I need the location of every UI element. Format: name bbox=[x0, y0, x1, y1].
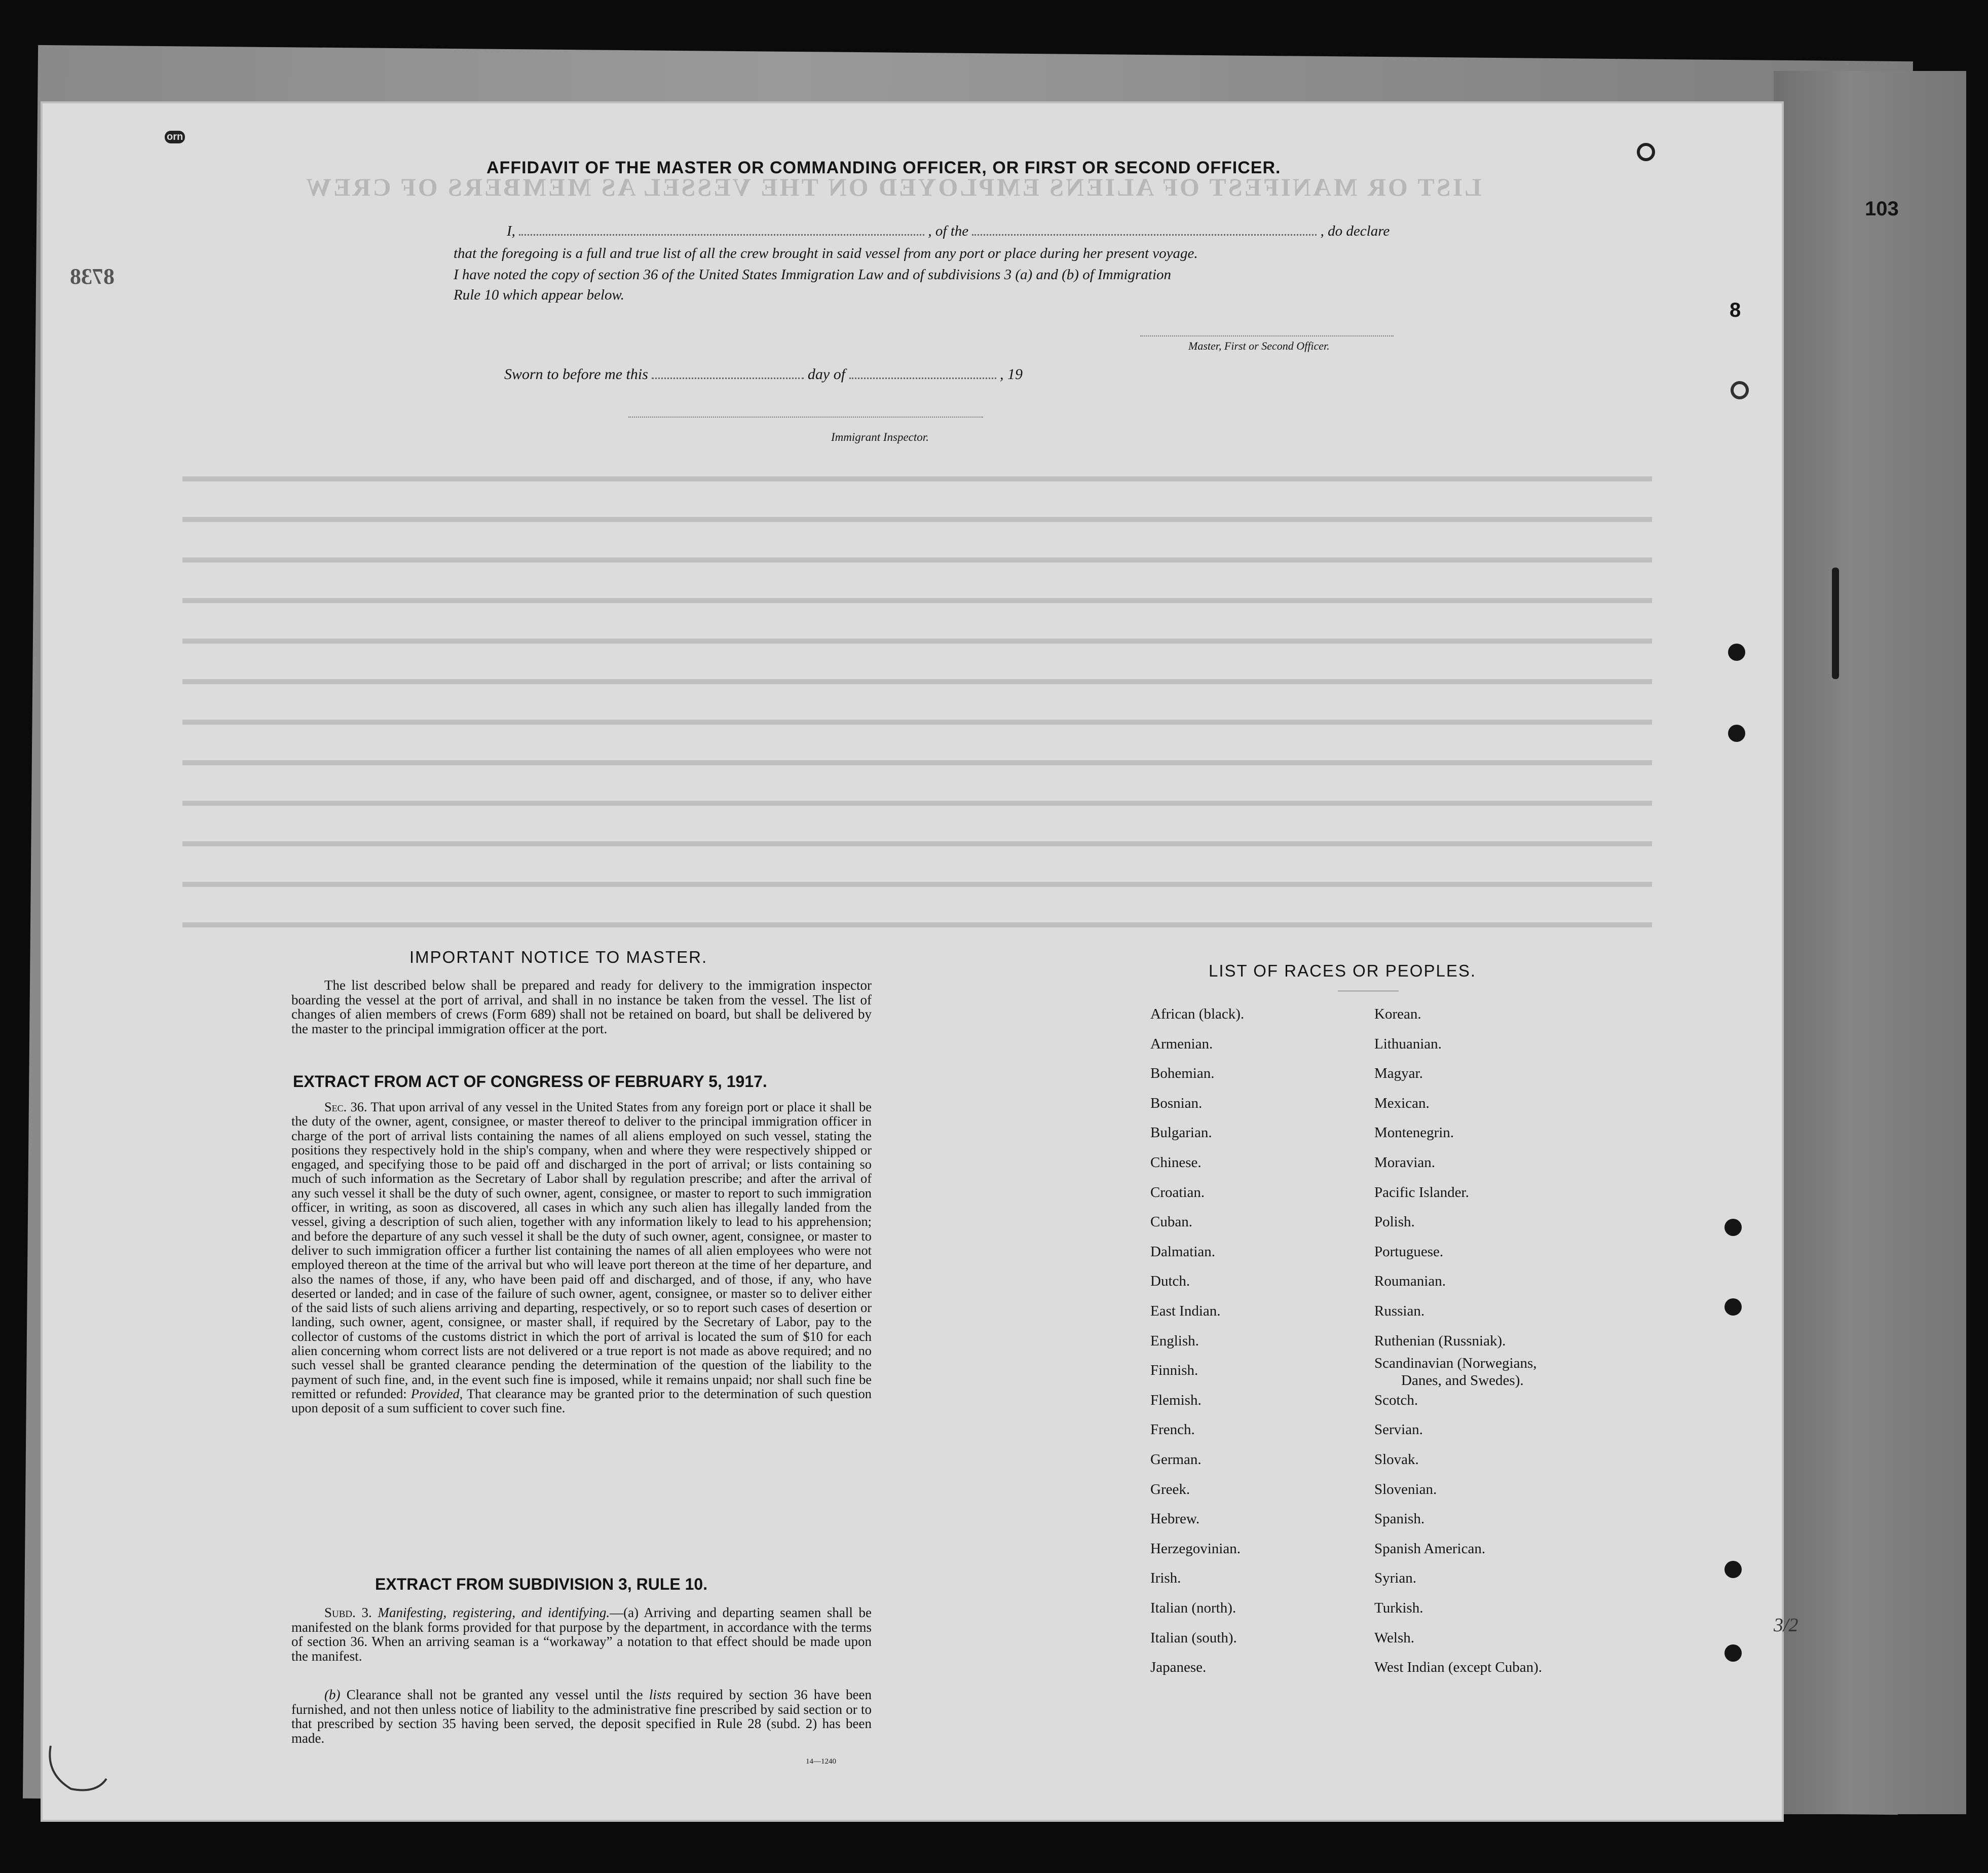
race-item: Cuban. bbox=[1150, 1214, 1192, 1230]
race-item: Dutch. bbox=[1150, 1273, 1190, 1289]
sworn-month-field[interactable] bbox=[849, 366, 996, 379]
race-item: Lithuanian. bbox=[1374, 1036, 1442, 1052]
race-item: East Indian. bbox=[1150, 1303, 1221, 1319]
part-b-text-2: required by section 36 have been furnished, and not then unless notice of liability to the administrative fine prescribed by said section or to that prescribed by section 35 having been served, the deposit specified in Rule 28 (subd. 2) has been made. bbox=[291, 1687, 872, 1746]
race-item: Bohemian. bbox=[1150, 1065, 1215, 1081]
handwritten-note: 3/2 bbox=[1774, 1615, 1798, 1636]
year-label: , 19 bbox=[1000, 366, 1023, 383]
race-item: Mexican. bbox=[1374, 1095, 1430, 1111]
subd-heading: Manifesting, registering, and identifying. bbox=[378, 1605, 610, 1620]
race-item: Turkish. bbox=[1374, 1600, 1423, 1616]
race-item: Magyar. bbox=[1374, 1065, 1423, 1081]
race-item: Herzegovinian. bbox=[1150, 1541, 1241, 1557]
part-a-text: Arriving and departing seamen shall be manifested on the blank forms provided for that purpose by the department, in accordance with the terms of section 36. When an arriving seaman is a “workaway” a notation to that effect should be made upon the manifest. bbox=[291, 1605, 872, 1664]
extract-rule-part-a bbox=[291, 1605, 872, 1663]
signature-line[interactable] bbox=[1140, 335, 1394, 336]
part-b-text-1: Clearance shall not be granted any vessel until the bbox=[346, 1687, 643, 1702]
subd-label: Subd. 3. bbox=[324, 1605, 372, 1620]
of-the-label: , of the bbox=[928, 223, 969, 239]
race-item: Chinese. bbox=[1150, 1154, 1202, 1171]
day-of-label: day of bbox=[807, 366, 846, 383]
notice-body: The list described below shall be prepared and ready for delivery to the immigration inspector boarding the vessel at the port of arrival, and shall in no instance be taken from the vessel. The list of changes of alien members of crews (Form 689) shall not be retained on board, but shall be delivered by the master to the principal immigration officer at the port. bbox=[291, 978, 872, 1036]
race-item: Armenian. bbox=[1150, 1036, 1213, 1052]
provided-label: Provided, bbox=[410, 1385, 463, 1401]
sworn-line bbox=[504, 366, 1023, 383]
race-item: Spanish American. bbox=[1374, 1541, 1486, 1557]
race-item: Scotch. bbox=[1374, 1392, 1418, 1408]
bleed-through-title: LIST OR MANIFEST OF ALIENS EMPLOYED ON THE VESSEL AS MEMBERS OF CREW bbox=[304, 173, 1482, 201]
race-scandinavian-continued: Danes, and Swedes). bbox=[1401, 1372, 1524, 1389]
affidavit-title: AFFIDAVIT OF THE MASTER OR COMMANDING OFFICER, OR FIRST OR SECOND OFFICER. bbox=[486, 158, 1281, 177]
race-item: Italian (south). bbox=[1150, 1630, 1237, 1646]
inspector-caption: Immigrant Inspector. bbox=[831, 431, 929, 443]
race-item: Flemish. bbox=[1150, 1392, 1202, 1408]
extract-act-body bbox=[291, 1100, 872, 1415]
document-page bbox=[41, 101, 1784, 1822]
race-item: Servian. bbox=[1374, 1421, 1423, 1438]
race-item: Spanish. bbox=[1374, 1511, 1425, 1527]
binder-hole-icon bbox=[1731, 381, 1749, 399]
pencil-mark-icon bbox=[41, 1743, 117, 1804]
section-label: Sec. 36. bbox=[324, 1099, 367, 1114]
race-item: Welsh. bbox=[1374, 1630, 1415, 1646]
race-item: Scandinavian (Norwegians, bbox=[1374, 1355, 1537, 1371]
race-item: Italian (north). bbox=[1150, 1600, 1236, 1616]
race-item: Dalmatian. bbox=[1150, 1244, 1216, 1260]
affidavit-line-1 bbox=[507, 223, 1390, 240]
race-item: Finnish. bbox=[1150, 1362, 1198, 1378]
race-item: Korean. bbox=[1374, 1006, 1421, 1022]
race-item: French. bbox=[1150, 1421, 1195, 1438]
affidavit-line-4: Rule 10 which appear below. bbox=[454, 287, 624, 303]
binder-hole-icon bbox=[1728, 644, 1745, 661]
affidavit-line-2: that the foregoing is a full and true list of all the crew brought in said vessel from any port or place during her present voyage. bbox=[454, 245, 1198, 261]
race-item: English. bbox=[1150, 1333, 1199, 1349]
race-item: German. bbox=[1150, 1451, 1202, 1468]
do-declare-label: , do declare bbox=[1320, 223, 1390, 239]
form-code: 14—1240 bbox=[806, 1757, 836, 1766]
race-item: Ruthenian (Russniak). bbox=[1374, 1333, 1506, 1349]
race-item: Polish. bbox=[1374, 1214, 1415, 1230]
binder-hole-icon bbox=[1637, 143, 1655, 161]
races-title: LIST OF RACES OR PEOPLES. bbox=[1209, 961, 1477, 980]
race-item: Slovenian. bbox=[1374, 1481, 1437, 1497]
race-item: Moravian. bbox=[1374, 1154, 1435, 1171]
part-a-label: —(a) bbox=[610, 1605, 639, 1620]
extract-act-title: EXTRACT FROM ACT OF CONGRESS OF FEBRUARY 5, 1917. bbox=[293, 1072, 767, 1091]
race-item: Bosnian. bbox=[1150, 1095, 1203, 1111]
binder-hole-icon bbox=[1724, 1561, 1742, 1578]
race-item: West Indian (except Cuban). bbox=[1374, 1659, 1543, 1675]
extract-rule-part-b bbox=[291, 1688, 872, 1745]
sworn-label: Sworn to before me this bbox=[504, 366, 648, 383]
race-item: Bulgarian. bbox=[1150, 1125, 1212, 1141]
section-36-text: That upon arrival of any vessel in the United States from any foreign port or place it shall be the duty of the owner, agent, consignee, or master thereof to deliver to the principal immigration officer in charge of the port of arrival lists containing the names of all aliens employed on such vessel, stating the positions they respectively hold in the ship's company, when and where they were respectively shipped or engaged, and specifying those to be paid off and discharged in the port of arrival; or lists containing so much of such information as the Secretary of Labor shall by regulation prescribe; and after the arrival of any such vessel it shall be the duty of such owner, agent, consignee, or master to report to such immigration officer, in writing, as soon as discovered, all cases in which any such alien has illegally landed from the vessel, giving a description of such alien, together with any information likely to lead to his apprehension; and before the departure of any such vessel it shall be the duty of such owner, agent, consignee, or master to deliver to such immigration officer a further list containing the names of all alien employees who were not employed thereon at the time of the arrival but who will leave port thereon at the time of her departure, and also the names of those, if any, who have been paid off and discharged, and of those, if any, who have deserted or landed; and in case of the failure of such owner, agent, consignee, or master so to deliver either of the said lists of such aliens arriving and departing, respectively, or so to report such cases of desertion or landing, such owner, agent, consignee, or master shall, if required by the Secretary of Labor, pay to the collector of customs of the customs district in which the port of arrival is located the sum of $10 for each alien concerning whom correct lists are not delivered or a true report is not made as above required; and no such vessel shall be granted clearance pending the determination of the question of the liability to the payment of such fine, and, in the event such fine is imposed, while it remains unpaid; nor shall such fine be remitted or refunded: bbox=[291, 1099, 872, 1401]
back-sheet-edge bbox=[1774, 71, 1966, 1814]
part-b-lists: lists bbox=[649, 1687, 671, 1702]
inspector-signature-line[interactable] bbox=[628, 417, 983, 418]
margin-mark: 8 bbox=[1730, 299, 1741, 321]
margin-number: 8738 bbox=[70, 264, 115, 289]
notice-title: IMPORTANT NOTICE TO MASTER. bbox=[409, 948, 708, 966]
extract-rule-title: EXTRACT FROM SUBDIVISION 3, RULE 10. bbox=[375, 1575, 708, 1593]
binding-mark bbox=[1832, 568, 1839, 679]
race-item: Portuguese. bbox=[1374, 1244, 1444, 1260]
affidavit-line-3: I have noted the copy of section 36 of the United States Immigration Law and of subdivisions 3 (a) and (b) of Immigration bbox=[454, 267, 1172, 283]
race-item: Syrian. bbox=[1374, 1570, 1416, 1586]
race-item: Roumanian. bbox=[1374, 1273, 1446, 1289]
race-item: Hebrew. bbox=[1150, 1511, 1200, 1527]
binder-hole-icon bbox=[1724, 1298, 1742, 1316]
page-number: 103 bbox=[1865, 198, 1899, 220]
race-item: Slovak. bbox=[1374, 1451, 1419, 1468]
race-item: Russian. bbox=[1374, 1303, 1425, 1319]
race-item: Croatian. bbox=[1150, 1184, 1205, 1201]
race-item: Irish. bbox=[1150, 1570, 1181, 1586]
race-item: Pacific Islander. bbox=[1374, 1184, 1469, 1201]
corner-stamp: orn bbox=[165, 131, 185, 143]
race-item: African (black). bbox=[1150, 1006, 1245, 1022]
signature-caption: Master, First or Second Officer. bbox=[1188, 340, 1330, 352]
section-36-end: That clearance may be granted prior to the determination of such question upon deposit of a sum sufficient to cover such fine. bbox=[291, 1385, 872, 1416]
race-item: Greek. bbox=[1150, 1481, 1190, 1497]
binder-hole-icon bbox=[1724, 1644, 1742, 1662]
race-item: Montenegrin. bbox=[1374, 1125, 1454, 1141]
vessel-name-field[interactable] bbox=[972, 223, 1317, 236]
i-label: I, bbox=[507, 223, 515, 239]
part-b-label: (b) bbox=[324, 1687, 341, 1702]
master-name-field[interactable] bbox=[519, 223, 924, 236]
binder-hole-icon bbox=[1724, 1219, 1742, 1236]
binder-hole-icon bbox=[1728, 725, 1745, 742]
sworn-day-field[interactable] bbox=[652, 366, 804, 379]
race-item: Japanese. bbox=[1150, 1659, 1207, 1675]
